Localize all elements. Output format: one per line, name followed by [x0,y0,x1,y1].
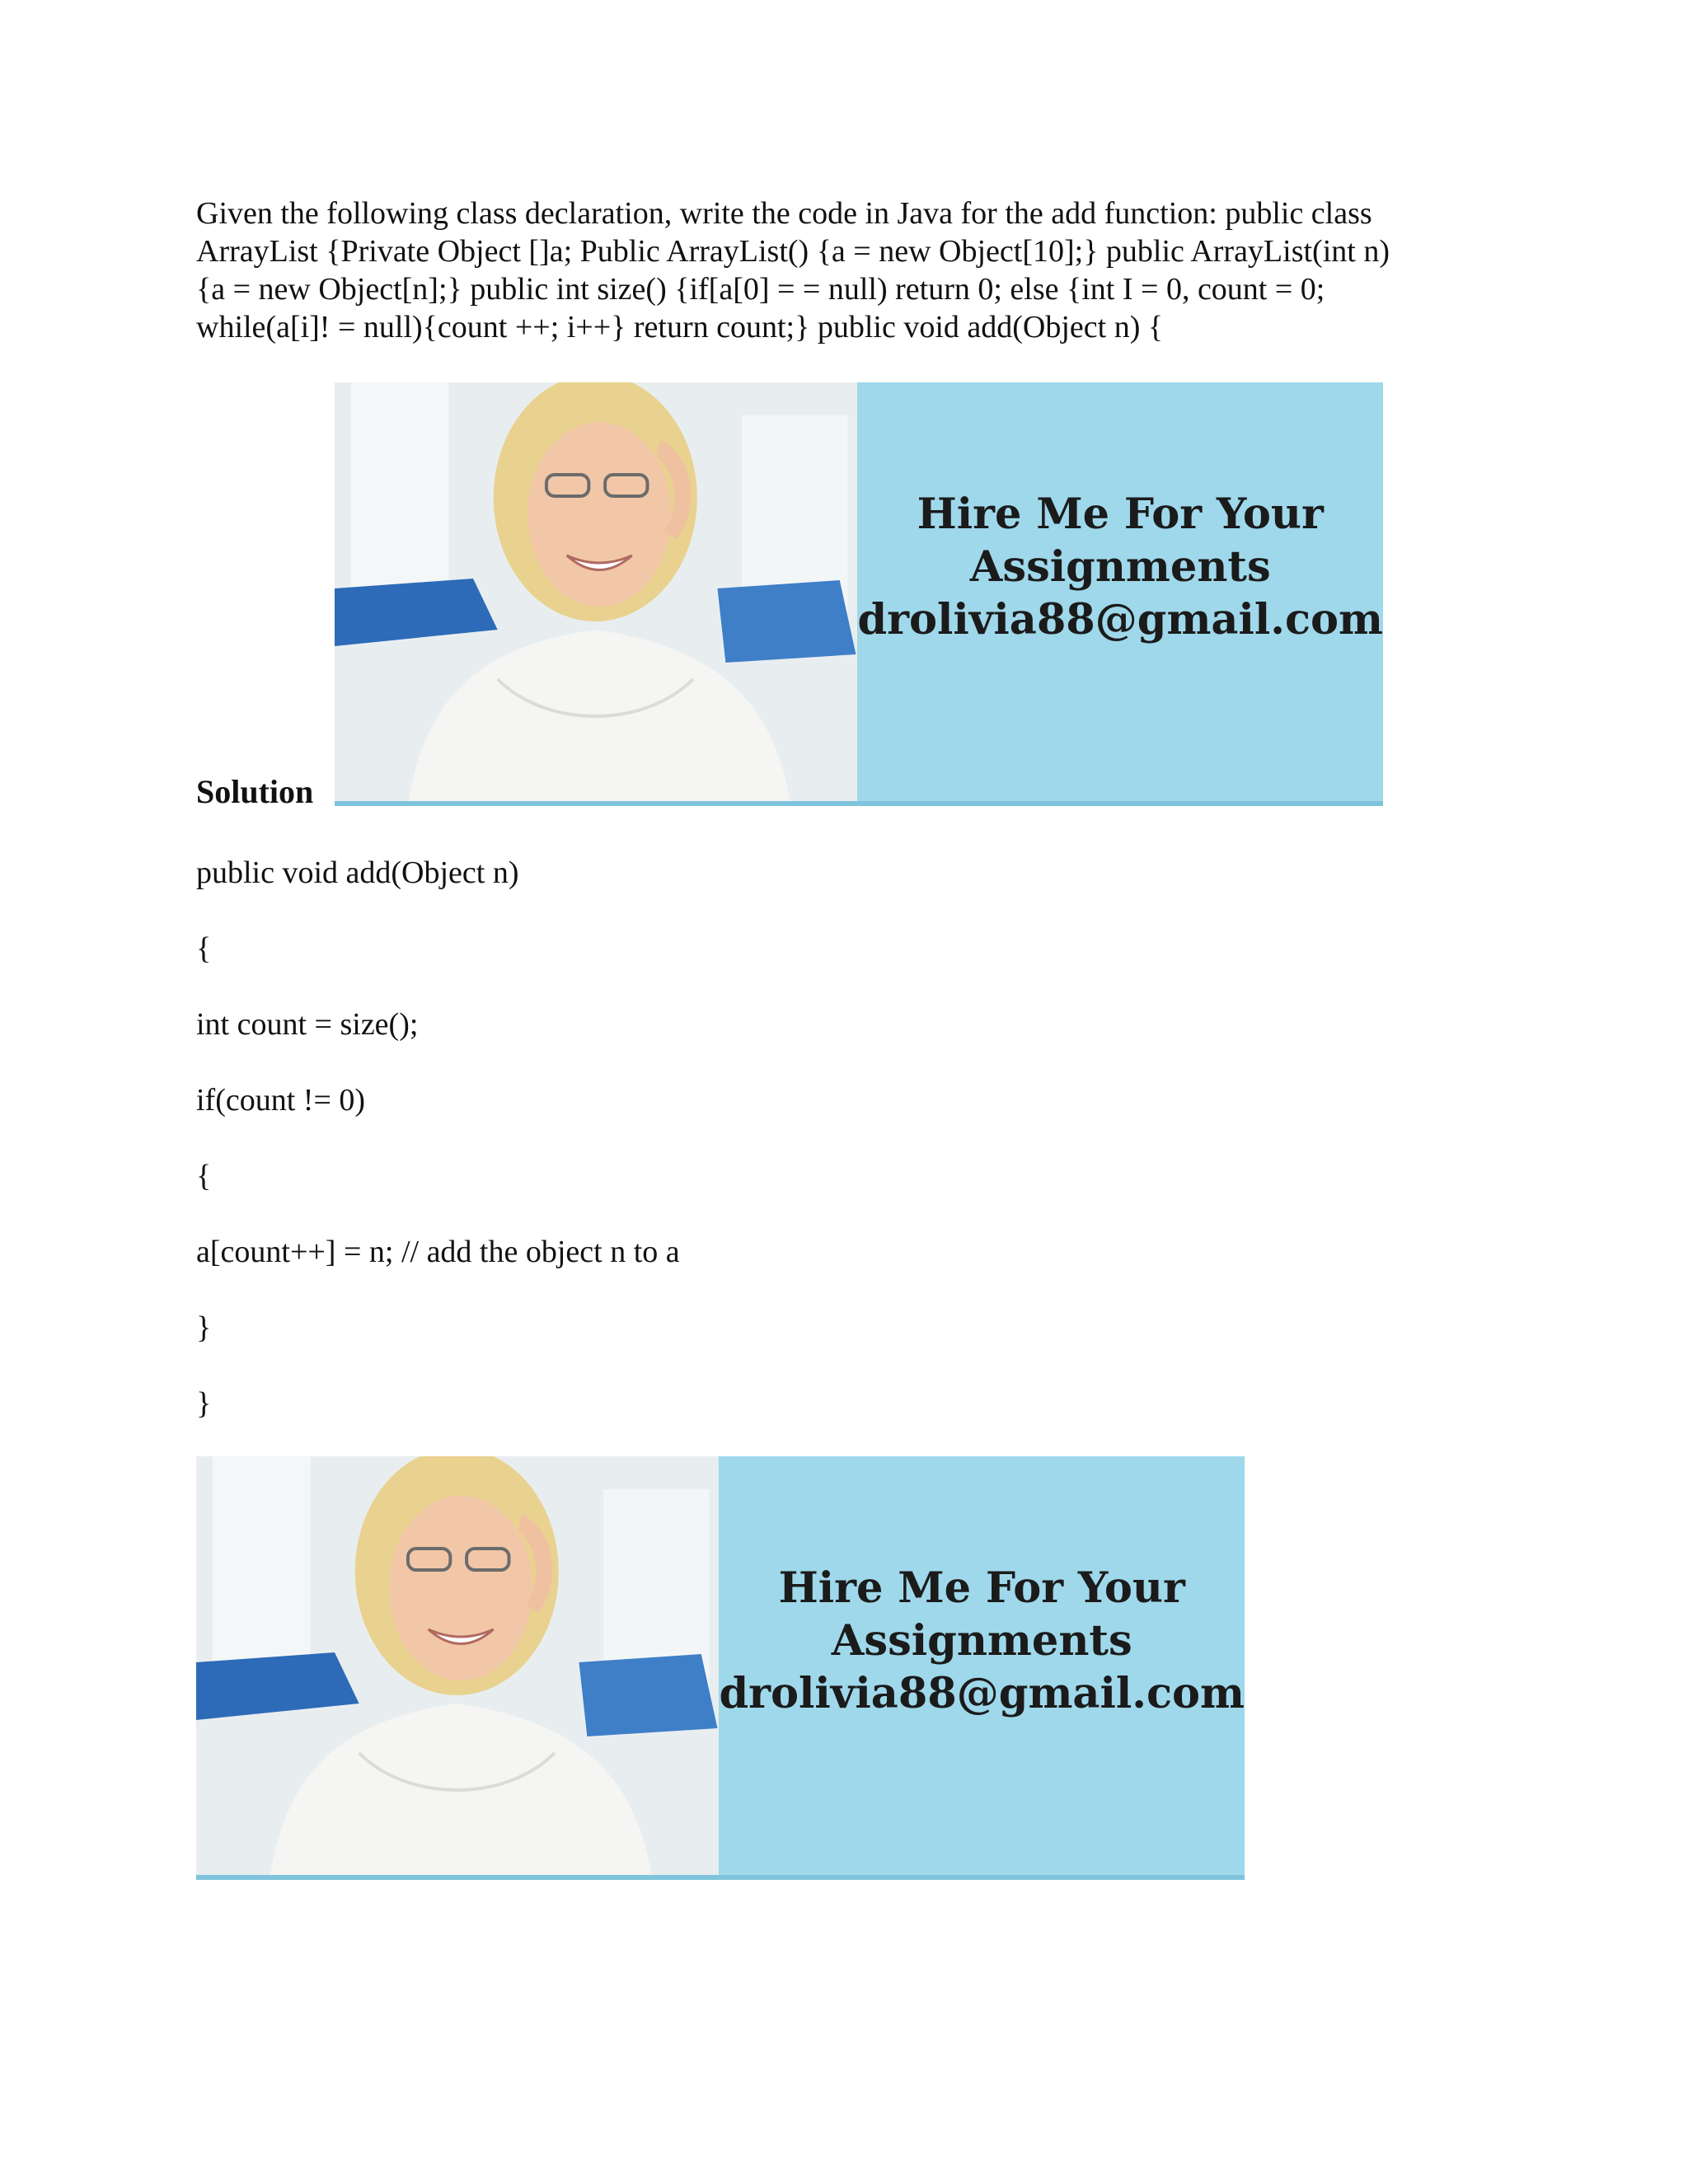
code-line: a[count++] = n; // add the object n to a [196,1235,680,1269]
code-line: if(count != 0) [196,1083,366,1118]
banner-line-2: Assignments [969,542,1271,592]
question-line: {a = new Object[n];} public int size() {if[a[0] = = null) return 0; else {int I = 0, count = 0; [196,272,1325,307]
advertisement-banner [196,1456,1245,1880]
question-line: while(a[i]! = null){count ++; i++} return count;} public void add(Object n) { [196,310,1164,344]
banner-line-1: Hire Me For Your [917,490,1324,539]
question-line: ArrayList {Private Object []a; Public ArrayList() {a = new Object[10];} public ArrayList(int n) [196,234,1390,269]
code-line: { [196,1159,212,1193]
question-line: Given the following class declaration, write the code in Java for the add function: public class [196,196,1372,231]
code-line: public void add(Object n) [196,855,519,890]
banner-line-1: Hire Me For Your [778,1563,1185,1613]
banner-email: drolivia88@gmail.com [857,595,1383,644]
banner-text-panel [857,382,1383,806]
code-line: int count = size(); [196,1007,419,1042]
code-line: } [196,1310,212,1345]
code-line: } [196,1386,212,1421]
banner-email: drolivia88@gmail.com [719,1669,1245,1718]
tutor-photo [335,382,857,806]
tutor-photo [196,1456,719,1880]
banner-text-panel [719,1456,1245,1880]
banner-line-2: Assignments [831,1616,1132,1666]
banner-bottom-edge [196,1875,1245,1880]
advertisement-banner [335,382,1383,806]
banner-bottom-edge [335,801,1383,806]
code-line: { [196,931,212,966]
question-text [196,194,1482,346]
solution-heading: Solution [196,773,314,810]
